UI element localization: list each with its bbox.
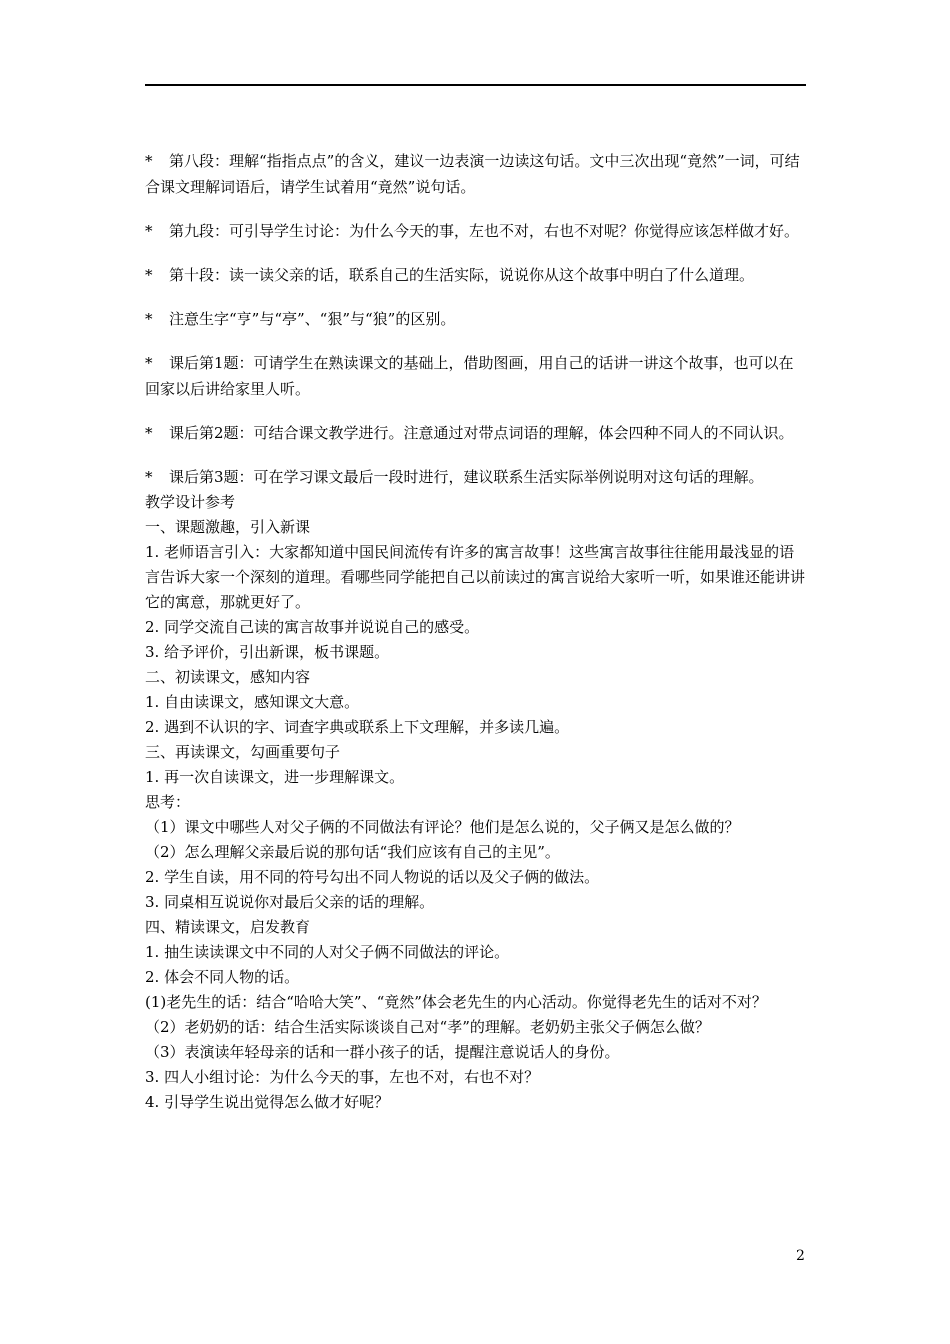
- star-bullet-icon: *: [145, 468, 153, 486]
- list-item: 3. 给予评价，引出新课，板书课题。: [145, 643, 390, 661]
- document-body: [145, 148, 806, 1115]
- section-heading: 四、精读课文，启发教育: [145, 918, 311, 936]
- list-item: 3. 同桌相互说说你对最后父亲的话的理解。: [145, 893, 435, 911]
- header-rule: [145, 84, 806, 86]
- section-heading: 一、课题激趣，引入新课: [145, 518, 311, 536]
- bullet-paragraph: * 注意生字“亨”与“亭”、“狠”与“狼”的区别。: [145, 306, 806, 332]
- bullet-paragraph: * 课后第2题：可结合课文教学进行。注意通过对带点词语的理解，体会四种不同人的不同认识。: [145, 420, 806, 446]
- star-bullet-icon: *: [145, 310, 153, 328]
- bullet-paragraph: * 课后第3题：可在学习课文最后一段时进行，建议联系生活实际举例说明对这句话的理解。: [145, 464, 806, 490]
- bullet-paragraph: * 课后第1题：可请学生在熟读课文的基础上，借助图画，用自己的话讲一讲这个故事，也可以在回家以后讲给家里人听。: [145, 350, 806, 402]
- star-bullet-icon: *: [145, 222, 153, 240]
- text-line: 思考：: [145, 793, 191, 811]
- star-bullet-icon: *: [145, 152, 153, 170]
- list-item: 2. 学生自读，用不同的符号勾出不同人物说的话以及父子俩的做法。: [145, 868, 600, 886]
- sub-item: （2）老奶奶的话：结合生活实际谈谈自己对“孝”的理解。老奶奶主张父子俩怎么做？: [145, 1018, 710, 1036]
- sub-item: （2）怎么理解父亲最后说的那句话“我们应该有自己的主见”。: [145, 843, 560, 861]
- star-bullet-icon: *: [145, 266, 153, 284]
- list-item: 1. 抽生读读课文中不同的人对父子俩不同做法的评论。: [145, 943, 510, 961]
- bullet-paragraph: * 第十段：读一读父亲的话，联系自己的生活实际，说说你从这个故事中明白了什么道理。: [145, 262, 806, 288]
- sub-item: (1)老先生的话：结合“哈哈大笑”、“竟然”体会老先生的内心活动。你觉得老先生的话对不对？: [145, 993, 767, 1011]
- star-bullet-icon: *: [145, 354, 153, 372]
- list-item: 2. 遇到不认识的字、词查字典或联系上下文理解，并多读几遍。: [145, 718, 570, 736]
- list-item: 1. 老师语言引入：大家都知道中国民间流传有许多的寓言故事！这些寓言故事往往能用最浅显的语言告诉大家一个深刻的道理。看哪些同学能把自己以前读过的寓言说给大家听一听，如果谁还能讲讲它的寓意，那就更好了。: [145, 543, 806, 611]
- sub-item: （3）表演读年轻母亲的话和一群小孩子的话，提醒注意说话人的身份。: [145, 1043, 620, 1061]
- list-item: 2. 体会不同人物的话。: [145, 968, 300, 986]
- list-item: 4. 引导学生说出觉得怎么做才好呢？: [145, 1093, 390, 1111]
- list-item: 2. 同学交流自己读的寓言故事并说说自己的感受。: [145, 618, 480, 636]
- section-title: 教学设计参考: [145, 493, 236, 511]
- sub-item: （1）课文中哪些人对父子俩的不同做法有评论？他们是怎么说的，父子俩又是怎么做的？: [145, 818, 740, 836]
- list-item: 1. 自由读课文，感知课文大意。: [145, 693, 360, 711]
- star-bullet-icon: *: [145, 424, 153, 442]
- bullet-paragraph: * 第八段：理解“指指点点”的含义，建议一边表演一边读这句话。文中三次出现“竟然”一词，可结合课文理解词语后，请学生试着用“竟然”说句话。: [145, 148, 806, 200]
- list-item: 1. 再一次自读课文，进一步理解课文。: [145, 768, 405, 786]
- bullet-paragraph: * 第九段：可引导学生讨论：为什么今天的事，左也不对，右也不对呢？你觉得应该怎样做才好。: [145, 218, 806, 244]
- section-heading: 二、初读课文，感知内容: [145, 668, 311, 686]
- page-number: 2: [796, 1248, 805, 1264]
- list-item: 3. 四人小组讨论：为什么今天的事，左也不对，右也不对？: [145, 1068, 540, 1086]
- section-heading: 三、再读课文，勾画重要句子: [145, 743, 341, 761]
